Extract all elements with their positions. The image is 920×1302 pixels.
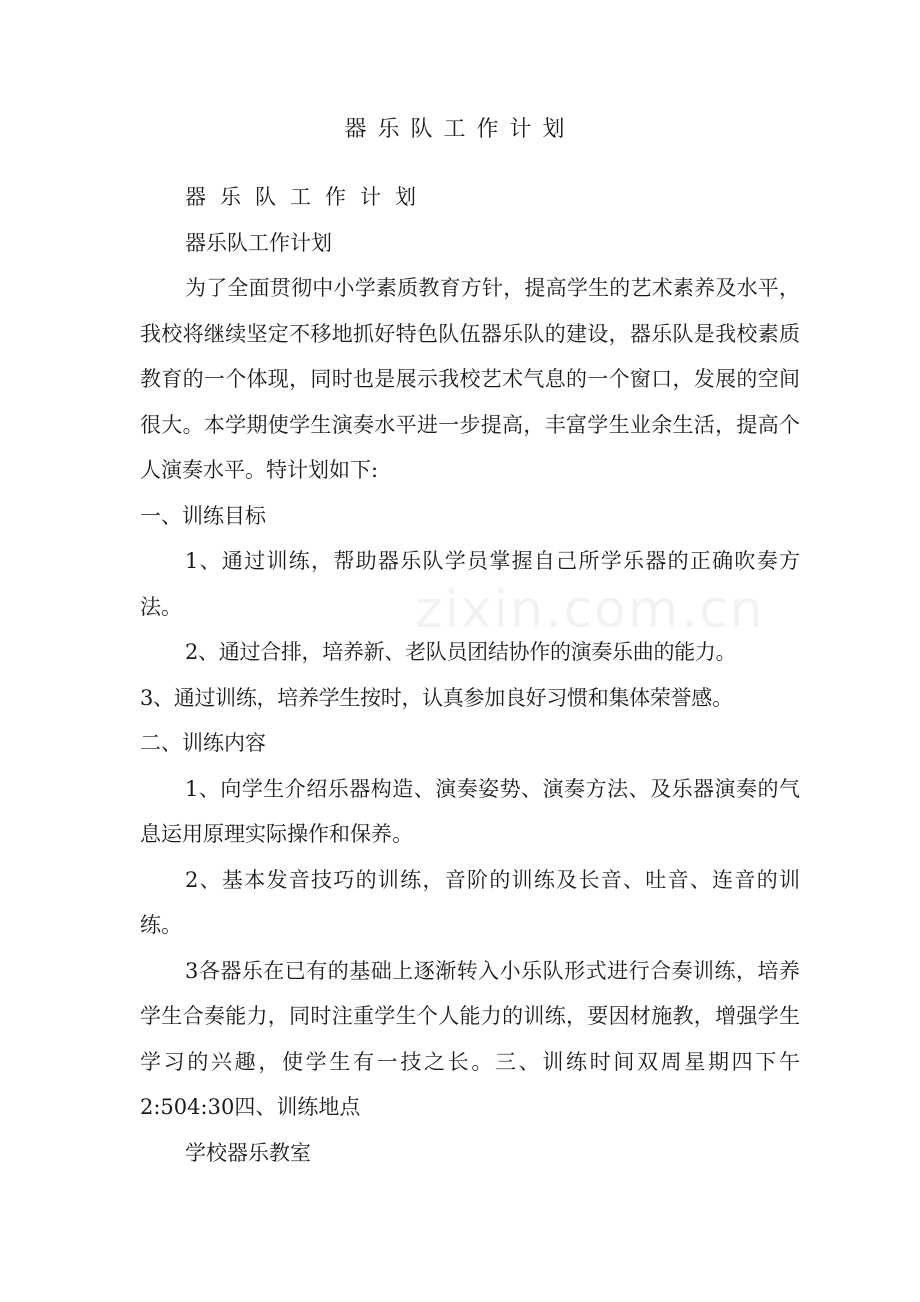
goal-item-2: 2、通过合排，培养新、老队员团结协作的演奏乐曲的能力。 xyxy=(185,640,737,664)
document-title: 器乐队工作计划 xyxy=(344,117,576,142)
content-item-3: 3各器乐在已有的基础上逐渐转入小乐队形式进行合奏训练，培养学生合奏能力，同时注重学生个人能力的训练，要因材施教，增强学生学习的兴趣，使学生有一技之长。三、训练时间双周星期四下午2:504:30四、训练地点 xyxy=(140,958,800,1119)
goal-item-3: 3、通过训练，培养学生按时，认真参加良好习惯和集体荣誉感。 xyxy=(140,685,733,710)
section-heading-content: 二、训练内容 xyxy=(140,731,266,755)
subtitle: 器乐队工作计划 xyxy=(185,230,332,255)
watermark: zixin.com.cn xyxy=(415,580,765,640)
content-item-1: 1、向学生介绍乐器构造、演奏姿势、演奏方法、及乐器演奏的气息运用原理实际操作和保养。 xyxy=(140,776,800,846)
document-body xyxy=(140,175,800,1176)
location-text: 学校器乐教室 xyxy=(185,1140,311,1165)
goal-item-1: 1、通过训练，帮助器乐队学员掌握自己所学乐器的正确吹奏方法。 xyxy=(140,549,800,619)
content-item-2: 2、基本发音技巧的训练，音阶的训练及长音、吐音、连音的训练。 xyxy=(140,867,800,937)
section-heading-goals: 一、训练目标 xyxy=(140,503,266,528)
intro-paragraph: 为了全面贯彻中小学素质教育方针，提高学生的艺术素养及水平，我校将继续坚定不移地抓好特色队伍器乐队的建设，器乐队是我校素质教育的一个体现，同时也是展示我校艺术气息的一个窗口，发展的空间很大。本学期使学生演奏水平进一步提高，丰富学生业余生活，提高个人演奏水平。特计划如下: xyxy=(140,276,800,482)
subtitle-spaced: 器乐队工作计划 xyxy=(185,185,430,209)
